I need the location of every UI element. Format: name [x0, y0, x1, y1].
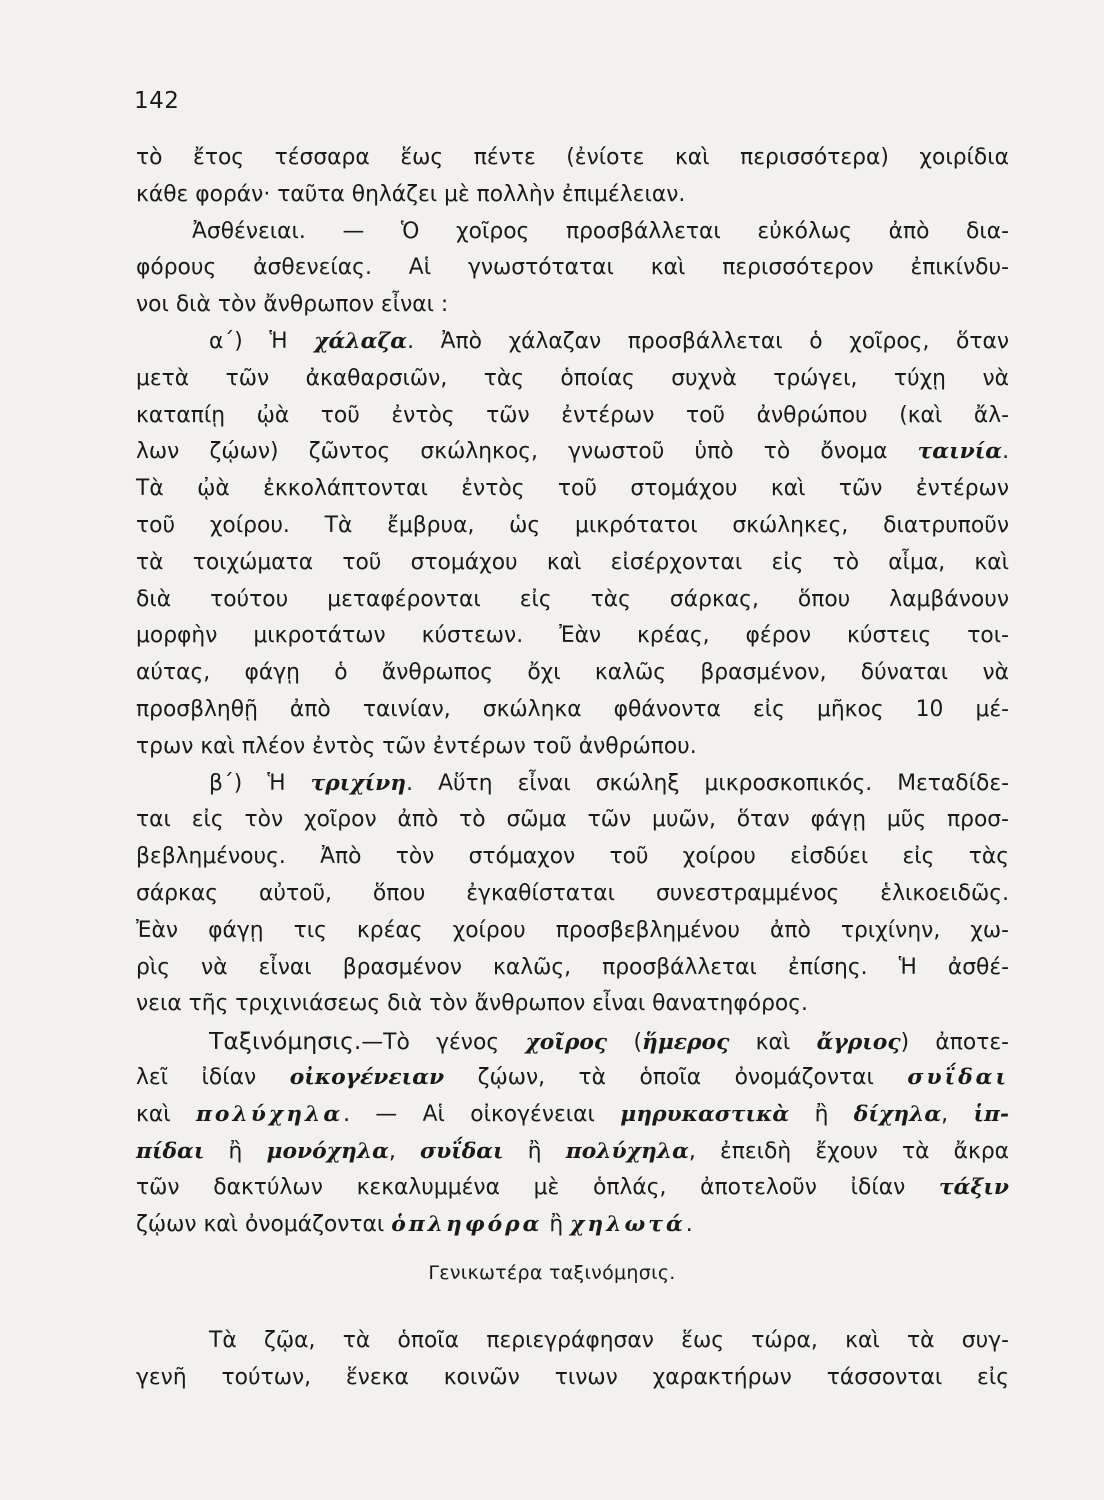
text-line [136, 1170, 1009, 1207]
inline-text: ἢ [204, 1138, 267, 1164]
inline-text: ( [607, 1030, 642, 1056]
text-line: μετὰ τῶν ἀκαθαρσιῶν, τὰς ὁποίας συχνὰ τρώγει, τύχῃ νὰ [136, 365, 1009, 391]
inline-text: , ἐπειδὴ ἔχουν τὰ ἄκρα [688, 1138, 1010, 1164]
inline-text: . Αὕτη εἶναι σκώληξ μικροσκοπικός. Μεταδίδε- [406, 770, 1009, 796]
inline-text: ζῴων καὶ ὀνομάζονται [136, 1212, 392, 1238]
inline-text: ζῴων, τὰ ὁποῖα ὀνομάζονται [444, 1064, 908, 1090]
inline-text: τῶν δακτύλων κεκαλυμμένα μὲ ὁπλάς, ἀποτελοῦν ἰδίαν [136, 1175, 939, 1201]
italic-term: οἰκογένειαν [289, 1064, 445, 1090]
italic-term: πίδαι [136, 1138, 205, 1164]
text-line: προσβληθῇ ἀπὸ ταινίαν, σκώληκα φθάνοντα εἰς μῆκος 10 μέ- [136, 696, 1009, 722]
text-line: τοῦ χοίρου. Τὰ ἔμβρυα, ὡς μικρότατοι σκώληκες, διατρυποῦν [136, 512, 1009, 538]
spaced-term: συΐδαι [907, 1064, 1009, 1090]
italic-term: μηρυκαστικὰ [620, 1101, 790, 1127]
text-line [136, 214, 1009, 251]
text-line: τὰ τοιχώματα τοῦ στομάχου καὶ εἰσέρχονται εἰς τὸ αἷμα, καὶ [136, 549, 1009, 575]
italic-term: ἥμερος [642, 1030, 730, 1056]
inline-text: . [1002, 439, 1009, 465]
inline-text: . Ἀπὸ χάλαζαν προσβάλλεται ὁ χοῖρος, ὅταν [407, 328, 1009, 354]
text-line: βεβλημένους. Ἀπὸ τὸν στόμαχον τοῦ χοίρου εἰσδύει εἰς τὰς [136, 844, 1009, 870]
inline-text: , [941, 1101, 974, 1127]
italic-term: ταινία [917, 439, 1003, 465]
italic-term: μονόχηλα [266, 1138, 389, 1164]
text-line: φόρους ἀσθενείας. Αἱ γνωστόταται καὶ περισσότερον ἐπικίνδυ- [136, 255, 1009, 281]
italic-term: συΐδαι [420, 1138, 504, 1164]
text-line [136, 1207, 1009, 1244]
italic-term: δίχηλα [853, 1101, 942, 1127]
inline-text: —Τὸ γένος [361, 1030, 526, 1056]
inline-text: ἢ [542, 1212, 571, 1238]
inline-text: α΄) Ἡ [209, 328, 315, 354]
italic-term: πολύχηλα [565, 1138, 689, 1164]
text-line: κάθε φοράν· ταῦτα θηλάζει μὲ πολλὴν ἐπιμέλειαν. [136, 181, 686, 207]
inline-text: ἢ [789, 1101, 854, 1127]
inline-text: καὶ [136, 1101, 196, 1127]
text-line [136, 324, 1009, 361]
spaced-term: ὁπληφόρα [391, 1212, 543, 1238]
inline-text: λεῖ ἰδίαν [136, 1064, 290, 1090]
body-text [136, 140, 1009, 1244]
page-number: 142 [134, 88, 180, 114]
text-line: τρων καὶ πλέον ἐντὸς τῶν ἐντέρων τοῦ ἀνθρώπου. [136, 733, 697, 759]
italic-term: ἄγριος [816, 1030, 901, 1056]
text-line: γενῆ τούτων, ἕνεκα κοινῶν τινων χαρακτήρων τάσσονται εἰς [136, 1364, 1009, 1390]
inline-text: ἢ [503, 1138, 566, 1164]
inline-text: . — Αἱ οἰκογένειαι [343, 1101, 621, 1127]
text-line: Τὰ ᾠὰ ἐκκολάπτονται ἐντὸς τοῦ στομάχου καὶ τῶν ἐντέρων [136, 476, 1009, 502]
heading-classification: Ταξινόμησις. [209, 1027, 362, 1056]
text-line [136, 434, 1009, 471]
text-line [136, 1023, 1009, 1060]
text-line: αύτας, φάγῃ ὁ ἄνθρωπος ὄχι καλῶς βρασμένον, δύναται νὰ [136, 660, 1009, 686]
italic-term: χοῖρος [525, 1030, 608, 1056]
inline-text: ) ἀποτε- [900, 1030, 1010, 1056]
text-line: Τὰ ζῷα, τὰ ὁποῖα περιεγράφησαν ἕως τώρα, καὶ τὰ συγ- [209, 1328, 1009, 1353]
text-line: Ἐὰν φάγῃ τις κρέας χοίρου προσβεβλημένου ἀπὸ τριχίνην, χω- [136, 917, 1009, 943]
inline-text: καὶ [729, 1030, 817, 1056]
section-heading: Γενικωτέρα ταξινόμησις. [428, 1262, 676, 1284]
text-line: διὰ τούτου μεταφέρονται εἰς τὰς σάρκας, ὅπου λαμβάνουν [136, 586, 1009, 612]
text-line: ται εἰς τὸν χοῖρον ἀπὸ τὸ σῶμα τῶν μυῶν, ὅταν φάγῃ μῦς προσ- [136, 807, 1009, 833]
text-line [136, 1097, 1009, 1134]
text-line: νοι διὰ τὸν ἄνθρωπον εἶναι : [136, 292, 449, 318]
inline-text: . [685, 1212, 693, 1238]
text-line [136, 1060, 1009, 1097]
inline-text: λων ζῴων) ζῶντος σκώληκος, γνωστοῦ ὑπὸ τὸ ὄνομα [136, 439, 918, 465]
text-line: μορφὴν μικροτάτων κύστεων. Ἐὰν κρέας, φέρον κύστεις τοι- [136, 623, 1009, 649]
inline-text: — Ὁ χοῖρος προσβάλλεται εὐκόλως ἀπὸ δια- [305, 218, 1009, 244]
inline-text: β΄) Ἡ [209, 770, 311, 796]
spaced-term: πολύχηλα [195, 1101, 344, 1127]
text-line: τὸ ἔτος τέσσαρα ἕως πέντε (ἐνίοτε καὶ περισσότερα) χοιρίδια [136, 145, 1009, 170]
text-line: καταπίῃ ᾠὰ τοῦ ἐντὸς τῶν ἐντέρων τοῦ ἀνθρώπου (καὶ ἄλ- [136, 402, 1009, 428]
heading-diseases: Ἀσθένειαι. [192, 218, 306, 244]
spaced-term: χηλωτά [570, 1212, 686, 1238]
text-line [136, 766, 1009, 803]
italic-term: χάλαζα [314, 328, 408, 354]
body-text-continued [136, 1323, 1009, 1397]
italic-term: τάξιν [938, 1175, 1009, 1201]
text-line: ρὶς νὰ εἶναι βρασμένον καλῶς, προσβάλλεται ἐπίσης. Ἡ ἀσθέ- [136, 954, 1009, 980]
italic-term: ἱπ- [973, 1101, 1009, 1127]
italic-term: τριχίνη [310, 770, 407, 796]
text-line: σάρκας αὐτοῦ, ὅπου ἐγκαθίσταται συνεστραμμένος ἑλικοειδῶς. [136, 880, 1009, 906]
text-line [136, 1134, 1009, 1171]
text-line: νεια τῆς τριχινιάσεως διὰ τὸν ἄνθρωπον εἶναι θανατηφόρος. [136, 991, 808, 1017]
inline-text: , [388, 1138, 420, 1164]
